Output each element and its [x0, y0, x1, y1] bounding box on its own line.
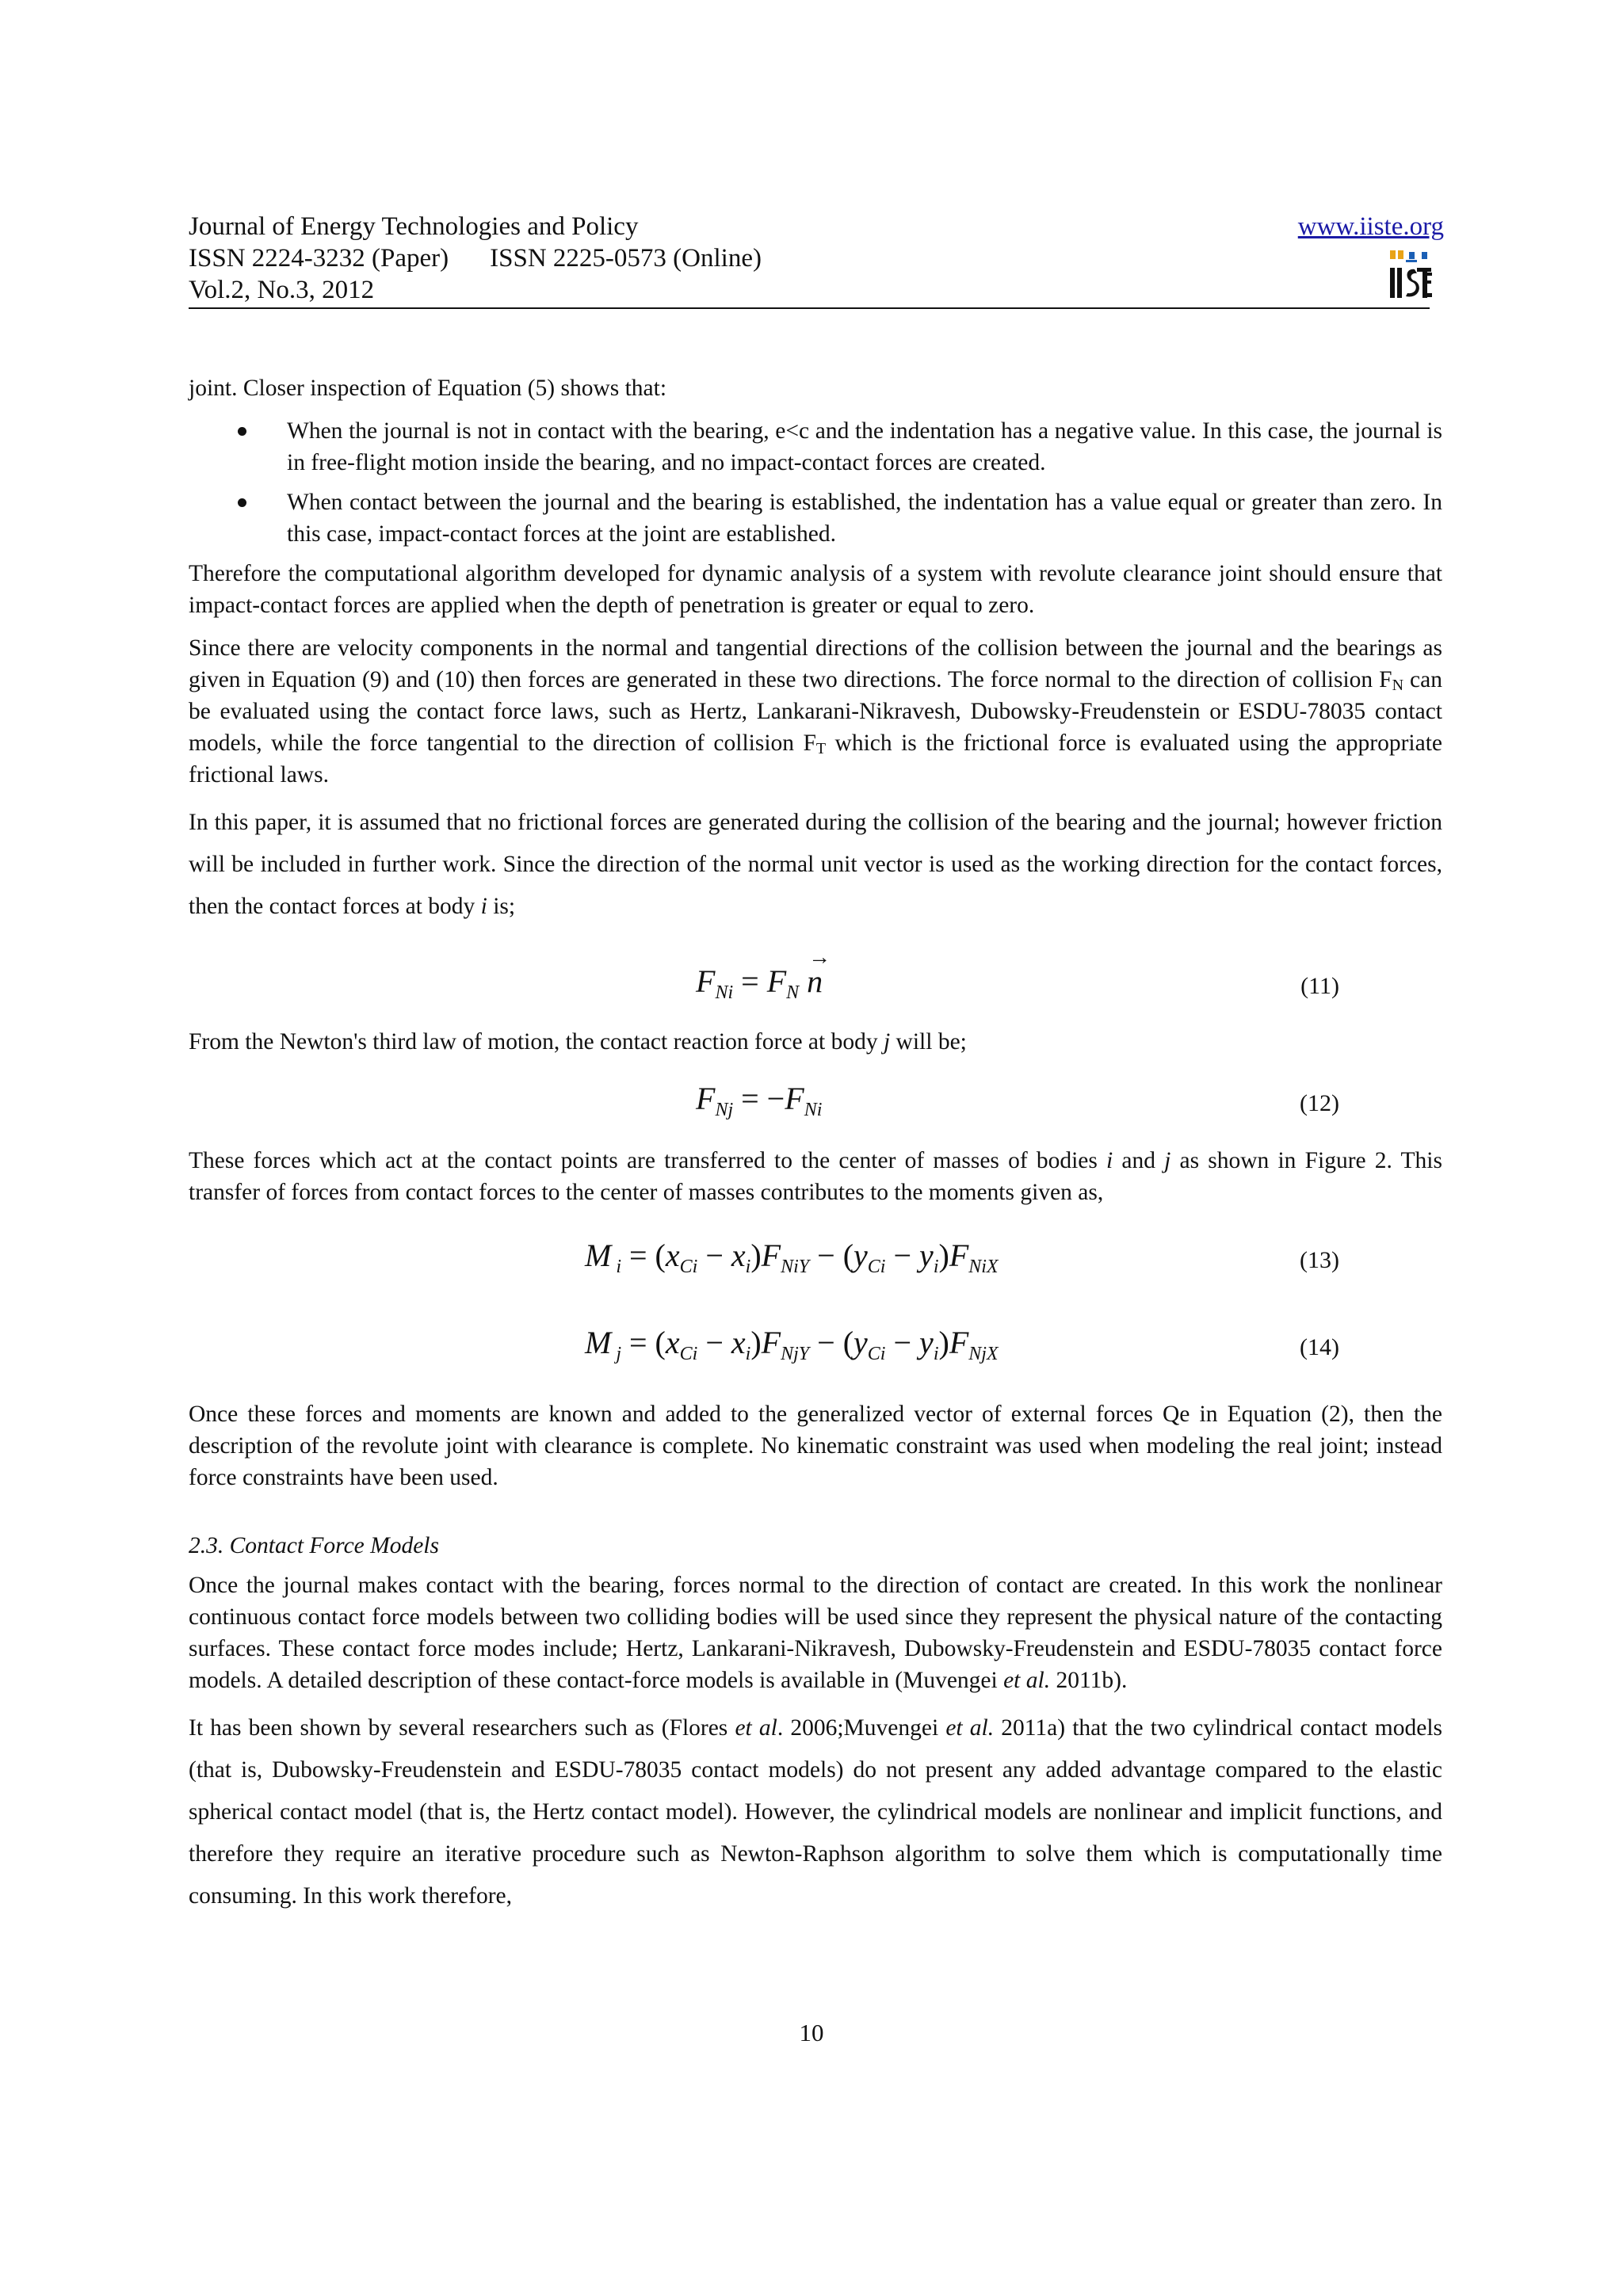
text-run: 2011b). [1050, 1668, 1128, 1693]
bullet-text-2: When contact between the journal and the bearing is established, the indentation has a value equal or greater than zero. In this case, impact-contact forces at the joint are established. [287, 490, 1442, 547]
equation-14-formula: M $_j = (x_{Ci} - x_i)F_{NjY} - (y_{Ci} - y_i)F_{NjX}$ [585, 1325, 999, 1364]
equation-13 [189, 1219, 1442, 1306]
bullet-dot-icon [238, 498, 246, 507]
italic-etal: et al [735, 1715, 777, 1741]
subscript-t: T [815, 740, 827, 757]
text-run: These forces which act at the contact points are transferred to the center of masses of bodies [189, 1148, 1107, 1173]
italic-i: i [480, 894, 487, 919]
text-run: will be; [890, 1029, 967, 1055]
text-run: 2011a) that the two cylindrical contact models (that is, Dubowsky-Freudenstein and ESDU-78035 contact models) do not present any added advantage compared to the elastic spherical contact model (that is, the Hertz contact model). However, the cylindrical models are nonlinear and implicit functions, and therefore they require an iterative procedure such as Newton-Raphson algorithm to solve them which is computationally time consuming. In this work therefore, [189, 1715, 1442, 1909]
italic-etal: et al. [1003, 1668, 1051, 1693]
paragraph-assumption [189, 802, 1442, 928]
issn-paper: ISSN 2224-3232 (Paper) [189, 244, 449, 273]
text-run: It has been shown by several researchers such as (Flores [189, 1715, 735, 1741]
volume-info: Vol.2, No.3, 2012 [189, 276, 375, 304]
equation-11-formula: $F_{Ni} = F_N$ n → [696, 945, 831, 1003]
paragraph-known: Once these forces and moments are known and added to the generalized vector of external forces Qe in Equation (2), then the description of the revolute joint with clearance is complete. No kinematic constraint was used when modeling the real joint; instead force constraints have been used. [189, 1402, 1442, 1490]
paragraph-models [189, 1569, 1442, 1696]
issn-online: ISSN 2225-0573 (Online) [490, 244, 762, 273]
text-run: In this paper, it is assumed that no frictional forces are generated during the collision of the bearing and the journal; however friction will be included in further work. Since the direction of the normal unit vector is used as the working direction for the contact forces, then the contact forces at body [189, 810, 1442, 919]
italic-etal: et al. [945, 1715, 995, 1741]
paragraph-newton [189, 1026, 1442, 1058]
text-run: can be evaluated using the contact force laws, such as Hertz, Lankarani-Nikravesh, Dubowsky-Freudenstein or ESDU-78035 contact models, while the force tangential to the direction of collision F [189, 667, 1442, 756]
equation-13-formula: M $_i = (x_{Ci} - x_i)F_{NiY} - (y_{Ci} - y_i)F_{NiX}$ [585, 1238, 999, 1277]
bullet-text-1: When the journal is not in contact with the bearing, e<c and the indentation has a negative value. In this case, the journal is in free-flight motion inside the bearing, and no impact-contact forces are created. [287, 418, 1442, 475]
text-run: Once the journal makes contact with the bearing, forces normal to the direction of contact are created. In this work the nonlinear continuous contact force models between two colliding bodies will be used since they represent the physical nature of the contacting surfaces. These contact force modes include; Hertz, Lankarani-Nikravesh, Dubowsky-Freudenstein and ESDU-78035 contact force models. A detailed description of these contact-force models is available in (Muvengei [189, 1573, 1442, 1693]
text-run: which is the frictional force is evaluated using the appropriate frictional laws. [189, 730, 1442, 788]
paragraph-transfer [189, 1145, 1442, 1208]
bullet-item [189, 415, 1442, 479]
header-rule [189, 307, 1430, 309]
equation-11-number: (11) [1300, 973, 1339, 999]
equation-11 [189, 939, 1442, 1021]
bullet-item [189, 486, 1442, 550]
equation-14-number: (14) [1300, 1334, 1339, 1360]
equation-12 [189, 1069, 1442, 1145]
italic-j: j [1164, 1148, 1171, 1173]
bullet-dot-icon [238, 427, 246, 436]
paragraph-velocity [189, 632, 1442, 791]
issn-line [189, 242, 762, 274]
journal-title: Journal of Energy Technologies and Policy [189, 212, 639, 241]
italic-j: j [883, 1029, 891, 1055]
equation-12-formula: $F_{Nj} = -F_{Ni}$ [696, 1081, 823, 1120]
journal-url-link[interactable]: www.iiste.org [1297, 212, 1444, 241]
text-run: as shown in Figure 2. This transfer of forces from contact forces to the center of masses contributes to the moments given as, [189, 1148, 1442, 1205]
paragraph-intro: joint. Closer inspection of Equation (5) shows that: [189, 376, 667, 401]
equation-13-number: (13) [1300, 1247, 1339, 1273]
text-run: is; [487, 894, 516, 919]
text-run: . 2006;Muvengei [777, 1715, 946, 1741]
text-run: and [1113, 1148, 1165, 1173]
subscript-n: N [1392, 677, 1404, 694]
iiste-logo-icon [1388, 249, 1433, 301]
article-body [189, 372, 1442, 1928]
paragraph-shown [189, 1707, 1442, 1917]
equation-14 [189, 1306, 1442, 1398]
paragraph-algorithm: Therefore the computational algorithm developed for dynamic analysis of a system with revolute clearance joint should ensure that impact-contact forces are applied when the depth of penetration is greater or equal to zero. [189, 561, 1442, 618]
section-title: 2.3. Contact Force Models [189, 1533, 439, 1558]
text-run: From the Newton's third law of motion, the contact reaction force at body [189, 1029, 884, 1055]
page-number: 10 [799, 2019, 824, 2046]
equation-12-number: (12) [1300, 1090, 1339, 1116]
text-run: Since there are velocity components in the normal and tangential directions of the collision between the journal and the bearings as given in Equation (9) and (10) then forces are generated in these two directions. The force normal to the direction of collision F [189, 635, 1442, 692]
italic-i: i [1106, 1148, 1113, 1173]
